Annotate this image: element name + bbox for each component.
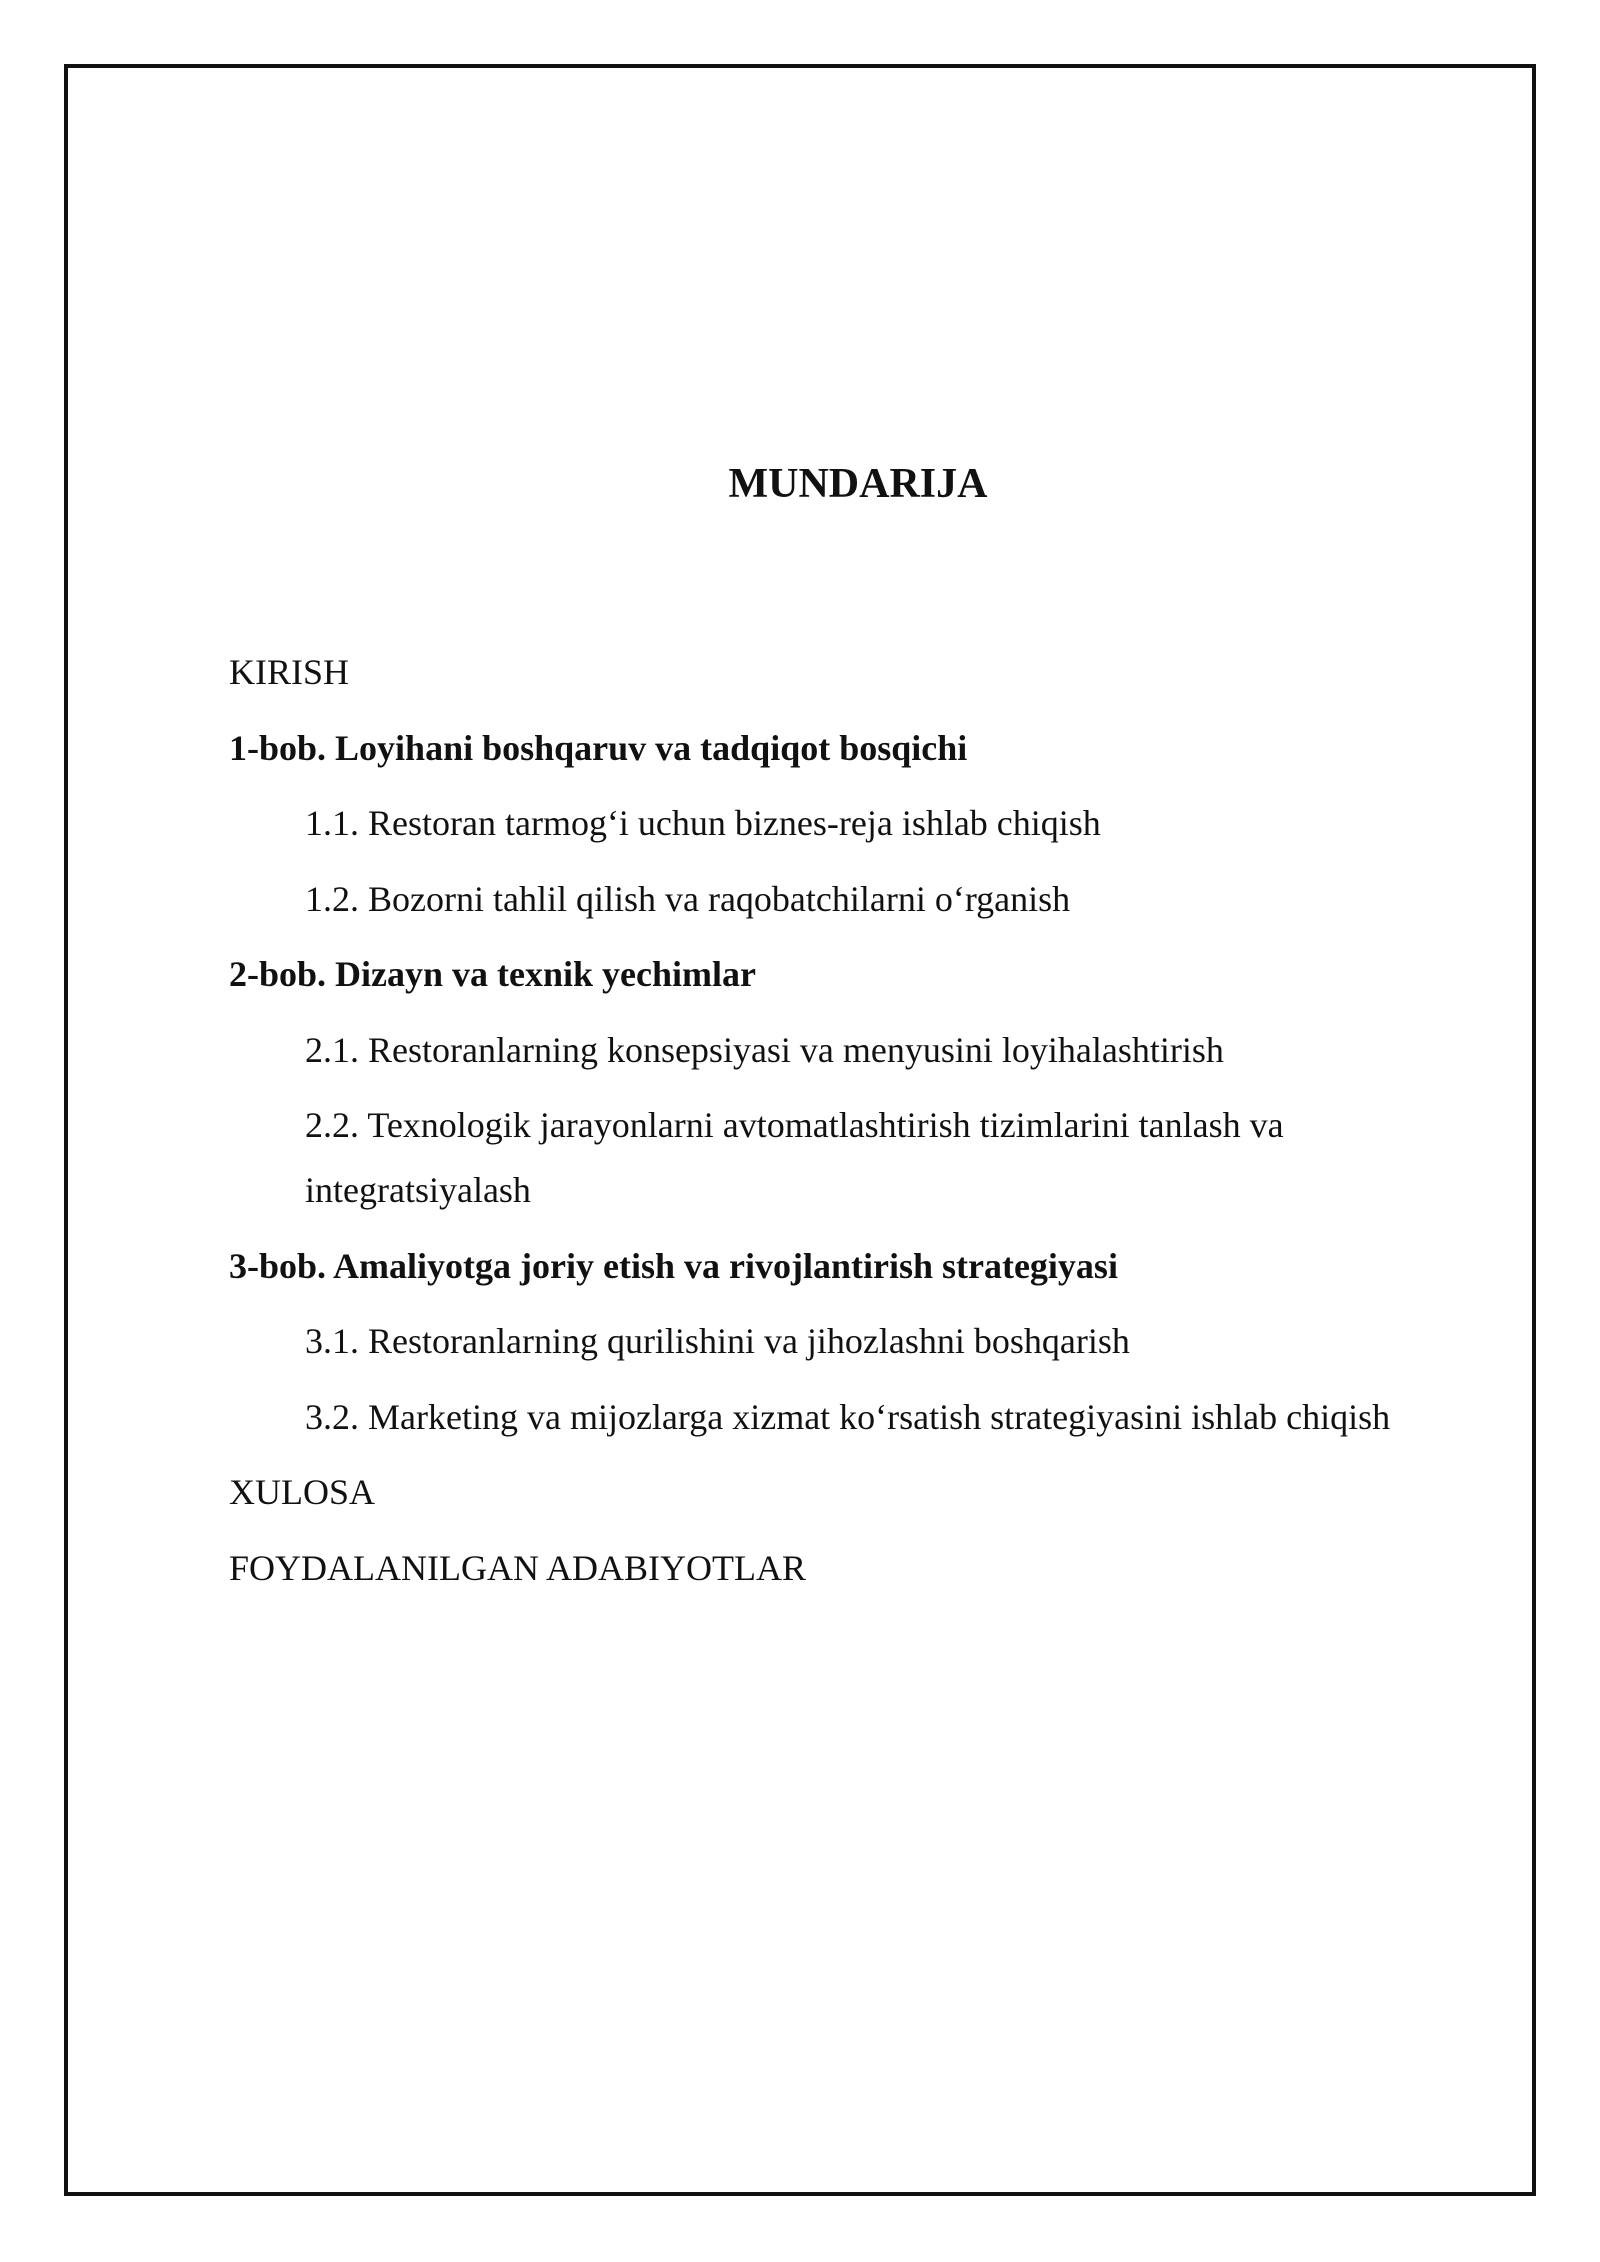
table-of-contents <box>229 640 1459 1611</box>
toc-entry-introduction: KIRISH <box>229 652 350 692</box>
toc-section-2-2: 2.2. Texnologik jarayonlarni avtomatlashtirish tizimlarini tanlash va integratsiyalash <box>305 1105 1284 1210</box>
page-title: MUNDARIJA <box>728 461 988 507</box>
toc-section-1-2: 1.2. Bozorni tahlil qilish va raqobatchilarni o‘rganish <box>305 878 1071 919</box>
toc-entry-references: FOYDALANILGAN ADABIYOTLAR <box>229 1547 806 1588</box>
toc-section-3-1: 3.1. Restoranlarning qurilishini va jihozlashni boshqarish <box>305 1321 1130 1361</box>
toc-chapter-2: 2-bob. Dizayn va texnik yechimlar <box>229 954 756 994</box>
toc-entry-conclusion: XULOSA <box>229 1472 376 1512</box>
toc-chapter-1: 1-bob. Loyihani boshqaruv va tadqiqot bosqichi <box>229 727 968 768</box>
toc-section-2-1: 2.1. Restoranlarning konsepsiyasi va menyusini loyihalashtirish <box>305 1029 1224 1070</box>
toc-chapter-3: 3-bob. Amaliyotga joriy etish va rivojlantirish strategiyasi <box>229 1245 1118 1286</box>
toc-section-1-1: 1.1. Restoran tarmog‘i uchun biznes-reja ishlab chiqish <box>305 803 1101 843</box>
toc-section-3-2: 3.2. Marketing va mijozlarga xizmat ko‘rsatish strategiyasini ishlab chiqish <box>305 1396 1391 1437</box>
